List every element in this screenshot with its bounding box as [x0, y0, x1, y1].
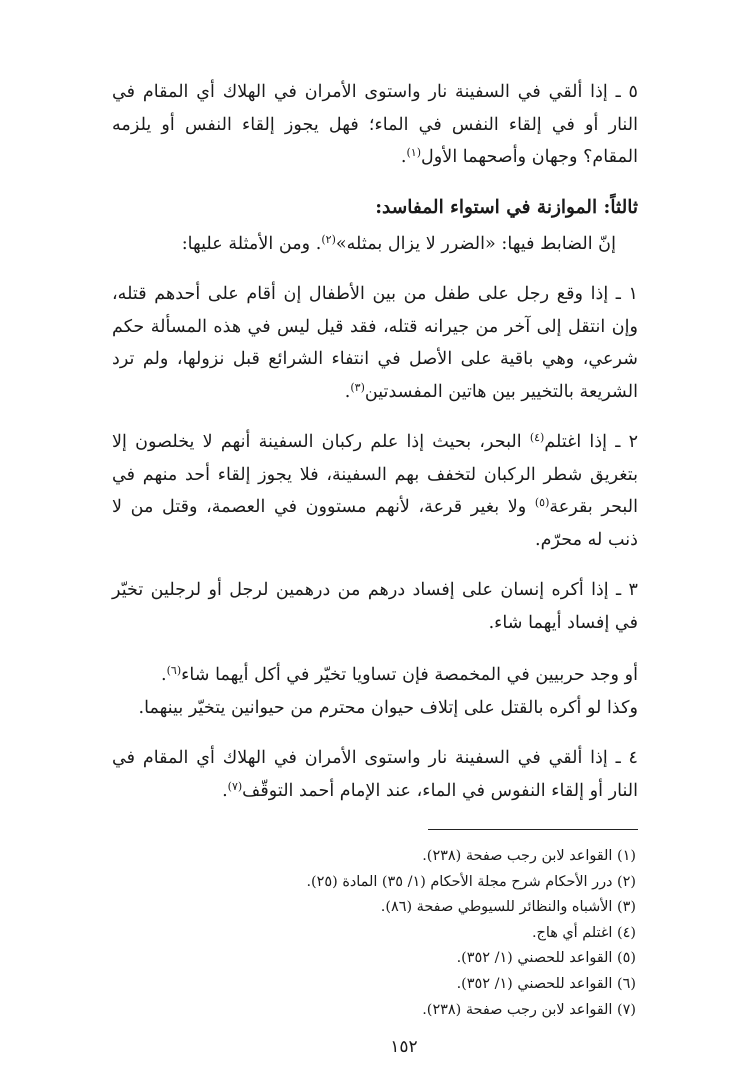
- paragraph-text: ١ ـ إذا وقع رجل على طفل من بين الأطفال إن أقام على أحدهم قتله، وإن انتقل إلى آخر من جيرانه قتله، فقد قيل ليس في هذه المسألة حكم شرعي، وهي باقية على الأصل في انتفاء الشرائع قبل نزولها، ولم ترد الشريعة بالتخيير بين هاتين المفسدتين: [112, 284, 638, 402]
- example-1: ١ ـ إذا وقع رجل على طفل من بين الأطفال إن أقام على أحدهم قتله، وإن انتقل إلى آخر من جيرانه قتله، فقد قيل ليس في هذه المسألة حكم شرعي، وهي باقية على الأصل في انتفاء الشرائع قبل نزولها، ولم ترد الشريعة بالتخيير بين هاتين المفسدتين$^{(٣)}$.: [112, 284, 638, 402]
- footnote-text: القواعد للحصني (١/ ٣٥٢).: [456, 975, 613, 992]
- footnote-ref[interactable]: (٧): [227, 779, 243, 793]
- footnote-number: (٢): [617, 873, 636, 890]
- footnote-number: (٦): [617, 975, 636, 992]
- example-2: [112, 426, 638, 556]
- footnotes-list: [112, 844, 638, 1023]
- footnote-divider: [428, 829, 638, 830]
- footnote-ref[interactable]: (٦): [166, 664, 182, 677]
- footnote-ref[interactable]: (٤): [529, 431, 545, 444]
- footnote-number: (١): [617, 848, 636, 864]
- footnote-item: [112, 972, 636, 998]
- example-4: ٤ ـ إذا ألقي في السفينة نار واستوى الأمران في الهلاك أي المقام في النار أو إلقاء النفوس في الماء، عند الإمام أحمد التوقّف$^{(٧)}$.: [112, 748, 638, 801]
- footnote-text: القواعد لابن رجب صفحة (٢٣٨).: [422, 848, 613, 864]
- example-3-note: وكذا لو أكره بالقتل على إتلاف حيوان محترم من حيوانين يتخيّر بينهما.: [138, 697, 638, 718]
- paragraph-text: البحر، بحيث إذا علم ركبان السفينة أنهم لا يخلصون إلا بتغريق شطر الركبان لتخفف بهم السفينة، فلا يجوز إلقاء أحد منهم في البحر بقرعة: [112, 432, 638, 517]
- paragraph-text: ٢ ـ إذا اغتلم: [544, 432, 639, 452]
- footnote-text: القواعد للحصني (١/ ٣٥٢).: [456, 950, 613, 967]
- footnote-item: [112, 998, 636, 1024]
- page-number: ١٥٢: [390, 1037, 418, 1058]
- footnote-item: [112, 921, 636, 947]
- footnote-text: القواعد لابن رجب صفحة (٢٣٨).: [422, 1001, 613, 1018]
- footnote-number: (٣): [617, 899, 636, 916]
- footnote-ref[interactable]: (٥): [534, 496, 550, 509]
- page-body: [112, 76, 638, 1057]
- footnote-item: [112, 870, 636, 896]
- footnote-number: (٧): [617, 1001, 636, 1018]
- footnote-item: [112, 895, 636, 921]
- footnote-ref[interactable]: (٢): [321, 232, 336, 246]
- paragraph-text: ٥ ـ إذا ألقي في السفينة نار واستوى الأمران في الهلاك أي المقام في النار أو في إلقاء النفس في الماء؛ فهل يجوز إلقاء النفس أو يلزمه المقام؟ وجهان وأصحهما الأول: [112, 82, 638, 167]
- paragraph-5-top: ٥ ـ إذا ألقي في السفينة نار واستوى الأمران في الهلاك أي المقام في النار أو في إلقاء النفس في الماء؛ فهل يجوز إلقاء النفس أو يلزمه المقام؟ وجهان وأصحهما الأول$^{(١)}$.: [112, 82, 638, 167]
- footnote-item: [112, 946, 636, 972]
- intro-text: إنّ الضابط فيها: «الضرر لا يزال بمثله»: [335, 233, 616, 254]
- footnote-item: [112, 844, 636, 870]
- footnote-ref[interactable]: (١): [406, 146, 422, 159]
- example-3: ٣ ـ إذا أكره إنسان على إفساد درهم من درهمين لرجل أو لرجلين تخيّر في إفساد أيهما شاء.: [112, 580, 638, 633]
- paragraph-text: أو وجد حربيين في المخمصة فإن تساويا تخيّر في أكل أيهما شاء: [181, 665, 638, 685]
- footnote-text: الأشباه والنظائر للسيوطي صفحة (٨٦).: [380, 899, 613, 916]
- footnote-number: (٥): [617, 950, 636, 967]
- section-heading: ثالثاً: الموازنة في استواء المفاسد:: [375, 196, 638, 218]
- footnote-text: اغتلم أي هاج.: [531, 924, 613, 941]
- paragraph-text: ولا بغير قرعة، لأنهم مستوون في العصمة، وقتل من لا ذنب له محرّم.: [112, 497, 638, 550]
- footnote-ref[interactable]: (٣): [350, 380, 365, 394]
- intro-text-cont: . ومن الأمثلة عليها:: [181, 233, 322, 254]
- footnote-number: (٤): [617, 924, 636, 941]
- intro-paragraph: [112, 228, 638, 261]
- paragraph-text: ٤ ـ إذا ألقي في السفينة نار واستوى الأمران في الهلاك أي المقام في النار أو إلقاء النفوس في الماء، عند الإمام أحمد التوقّف: [112, 748, 638, 801]
- example-3-continued: أو وجد حربيين في المخمصة فإن تساويا تخيّر في أكل أيهما شاء$^{(٦)}$.: [161, 664, 638, 685]
- footnote-text: درر الأحكام شرح مجلة الأحكام (١/ ٣٥) المادة (٢٥).: [306, 873, 613, 890]
